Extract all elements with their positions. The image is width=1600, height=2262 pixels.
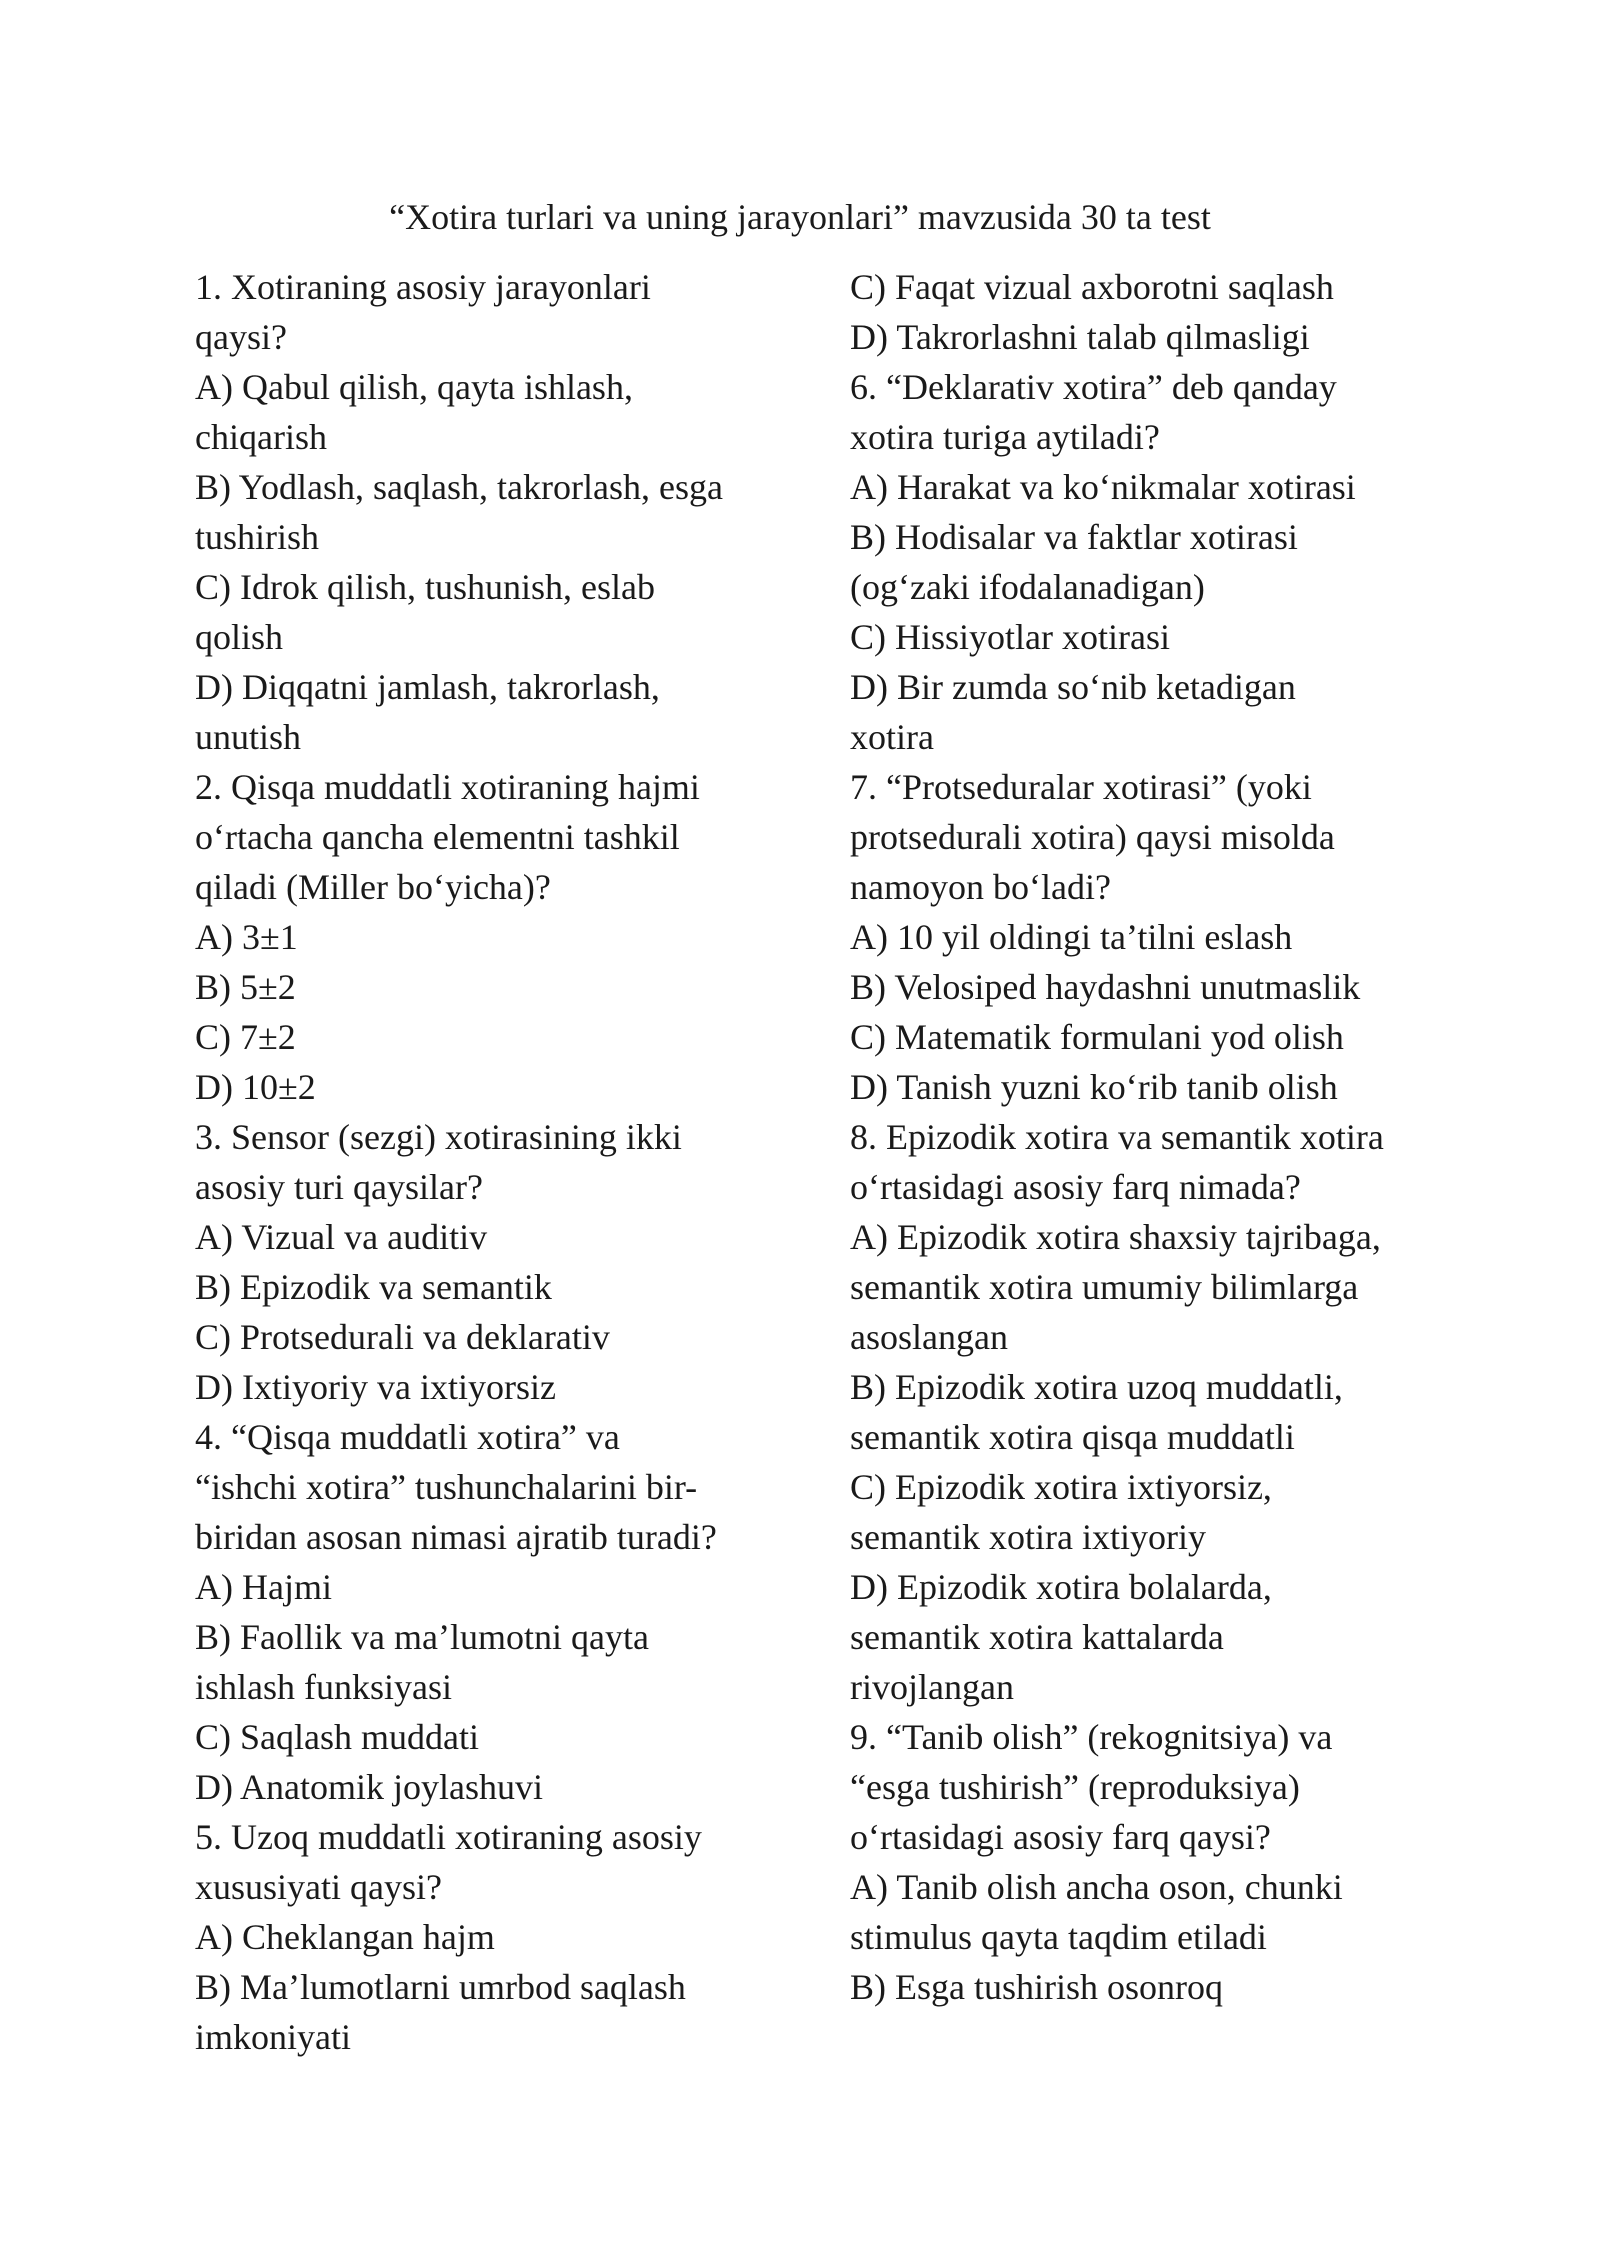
text-line: 4. “Qisqa muddatli xotira” va xyxy=(195,1417,620,1457)
text-line: stimulus qayta taqdim etiladi xyxy=(850,1917,1267,1957)
text-line: namoyon bo‘ladi? xyxy=(850,867,1111,907)
text-line: (og‘zaki ifodalanadigan) xyxy=(850,567,1205,607)
text-line: D) Diqqatni jamlash, takrorlash, xyxy=(195,667,660,707)
text-line: C) Matematik formulani yod olish xyxy=(850,1017,1344,1057)
text-line: unutish xyxy=(195,717,302,757)
text-line: 8. Epizodik xotira va semantik xotira xyxy=(850,1117,1384,1157)
text-line: D) Tanish yuzni ko‘rib tanib olish xyxy=(850,1067,1338,1107)
text-line: B) Epizodik xotira uzoq muddatli, xyxy=(850,1367,1343,1407)
text-line: asoslangan xyxy=(850,1317,1008,1357)
text-line: C) 7±2 xyxy=(195,1017,296,1057)
text-line: B) Faollik va ma’lumotni qayta xyxy=(195,1617,649,1657)
text-line: A) Cheklangan hajm xyxy=(195,1917,495,1957)
text-line: rivojlangan xyxy=(850,1667,1014,1707)
text-line: 1. Xotiraning asosiy jarayonlari xyxy=(195,267,651,307)
text-line: qiladi (Miller bo‘yicha)? xyxy=(195,867,551,907)
text-line: tushirish xyxy=(195,517,320,557)
text-line: qolish xyxy=(195,617,284,657)
text-line: asosiy turi qaysilar? xyxy=(195,1167,483,1207)
text-line: C) Hissiyotlar xotirasi xyxy=(850,617,1170,657)
text-line: o‘rtasidagi asosiy farq qaysi? xyxy=(850,1817,1271,1857)
text-line: semantik xotira kattalarda xyxy=(850,1617,1224,1657)
text-line: A) 3±1 xyxy=(195,917,298,957)
text-line: 9. “Tanib olish” (rekognitsiya) va xyxy=(850,1717,1333,1757)
text-line: B) Yodlash, saqlash, takrorlash, esga xyxy=(195,467,723,507)
text-line: D) 10±2 xyxy=(195,1067,316,1107)
text-line: ishlash funksiyasi xyxy=(195,1667,452,1707)
text-line: semantik xotira qisqa muddatli xyxy=(850,1417,1295,1457)
text-line: B) Epizodik va semantik xyxy=(195,1267,552,1307)
text-line: A) Vizual va auditiv xyxy=(195,1217,488,1257)
text-line: imkoniyati xyxy=(195,2017,351,2057)
text-line: C) Idrok qilish, tushunish, eslab xyxy=(195,567,655,607)
text-line: “esga tushirish” (reproduksiya) xyxy=(850,1767,1300,1807)
text-line: 6. “Deklarativ xotira” deb qanday xyxy=(850,367,1337,407)
text-line: qaysi? xyxy=(195,317,287,357)
text-line: xotira turiga aytiladi? xyxy=(850,417,1160,457)
text-line: 5. Uzoq muddatli xotiraning asosiy xyxy=(195,1817,702,1857)
text-line: o‘rtasidagi asosiy farq nimada? xyxy=(850,1167,1301,1207)
text-line: D) Epizodik xotira bolalarda, xyxy=(850,1567,1272,1607)
text-line: xotira xyxy=(850,717,934,757)
text-line: A) 10 yil oldingi ta’tilni eslash xyxy=(850,917,1293,957)
text-line: C) Saqlash muddati xyxy=(195,1717,479,1757)
text-line: 2. Qisqa muddatli xotiraning hajmi xyxy=(195,767,700,807)
text-line: o‘rtacha qancha elementni tashkil xyxy=(195,817,680,857)
text-line: biridan asosan nimasi ajratib turadi? xyxy=(195,1517,717,1557)
text-line: 7. “Protseduralar xotirasi” (yoki xyxy=(850,767,1312,807)
text-line: B) Esga tushirish osonroq xyxy=(850,1967,1223,2007)
text-line: B) Hodisalar va faktlar xotirasi xyxy=(850,517,1298,557)
text-line: semantik xotira ixtiyoriy xyxy=(850,1517,1206,1557)
text-line: C) Protsedurali va deklarativ xyxy=(195,1317,610,1357)
text-line: D) Anatomik joylashuvi xyxy=(195,1767,543,1807)
page-title: “Xotira turlari va uning jarayonlari” mavzusida 30 ta test xyxy=(389,197,1211,237)
text-line: D) Ixtiyoriy va ixtiyorsiz xyxy=(195,1367,556,1407)
text-line: D) Bir zumda so‘nib ketadigan xyxy=(850,667,1296,707)
text-line: A) Qabul qilish, qayta ishlash, xyxy=(195,367,633,407)
text-line: B) Ma’lumotlarni umrbod saqlash xyxy=(195,1967,686,2007)
text-line: “ishchi xotira” tushunchalarini bir- xyxy=(195,1467,698,1507)
text-line: 3. Sensor (sezgi) xotirasining ikki xyxy=(195,1117,682,1157)
left-column xyxy=(195,262,775,2062)
text-line: C) Epizodik xotira ixtiyorsiz, xyxy=(850,1467,1272,1507)
text-line: A) Tanib olish ancha oson, chunki xyxy=(850,1867,1343,1907)
text-line: chiqarish xyxy=(195,417,327,457)
right-column xyxy=(850,262,1450,2012)
text-line: A) Hajmi xyxy=(195,1567,332,1607)
text-line: D) Takrorlashni talab qilmasligi xyxy=(850,317,1310,357)
text-line: semantik xotira umumiy bilimlarga xyxy=(850,1267,1359,1307)
text-line: B) Velosiped haydashni unutmaslik xyxy=(850,967,1361,1007)
text-line: A) Harakat va ko‘nikmalar xotirasi xyxy=(850,467,1356,507)
text-line: xususiyati qaysi? xyxy=(195,1867,442,1907)
text-line: B) 5±2 xyxy=(195,967,296,1007)
text-line: C) Faqat vizual axborotni saqlash xyxy=(850,267,1334,307)
text-line: A) Epizodik xotira shaxsiy tajribaga, xyxy=(850,1217,1381,1257)
text-line: protsedurali xotira) qaysi misolda xyxy=(850,817,1335,857)
